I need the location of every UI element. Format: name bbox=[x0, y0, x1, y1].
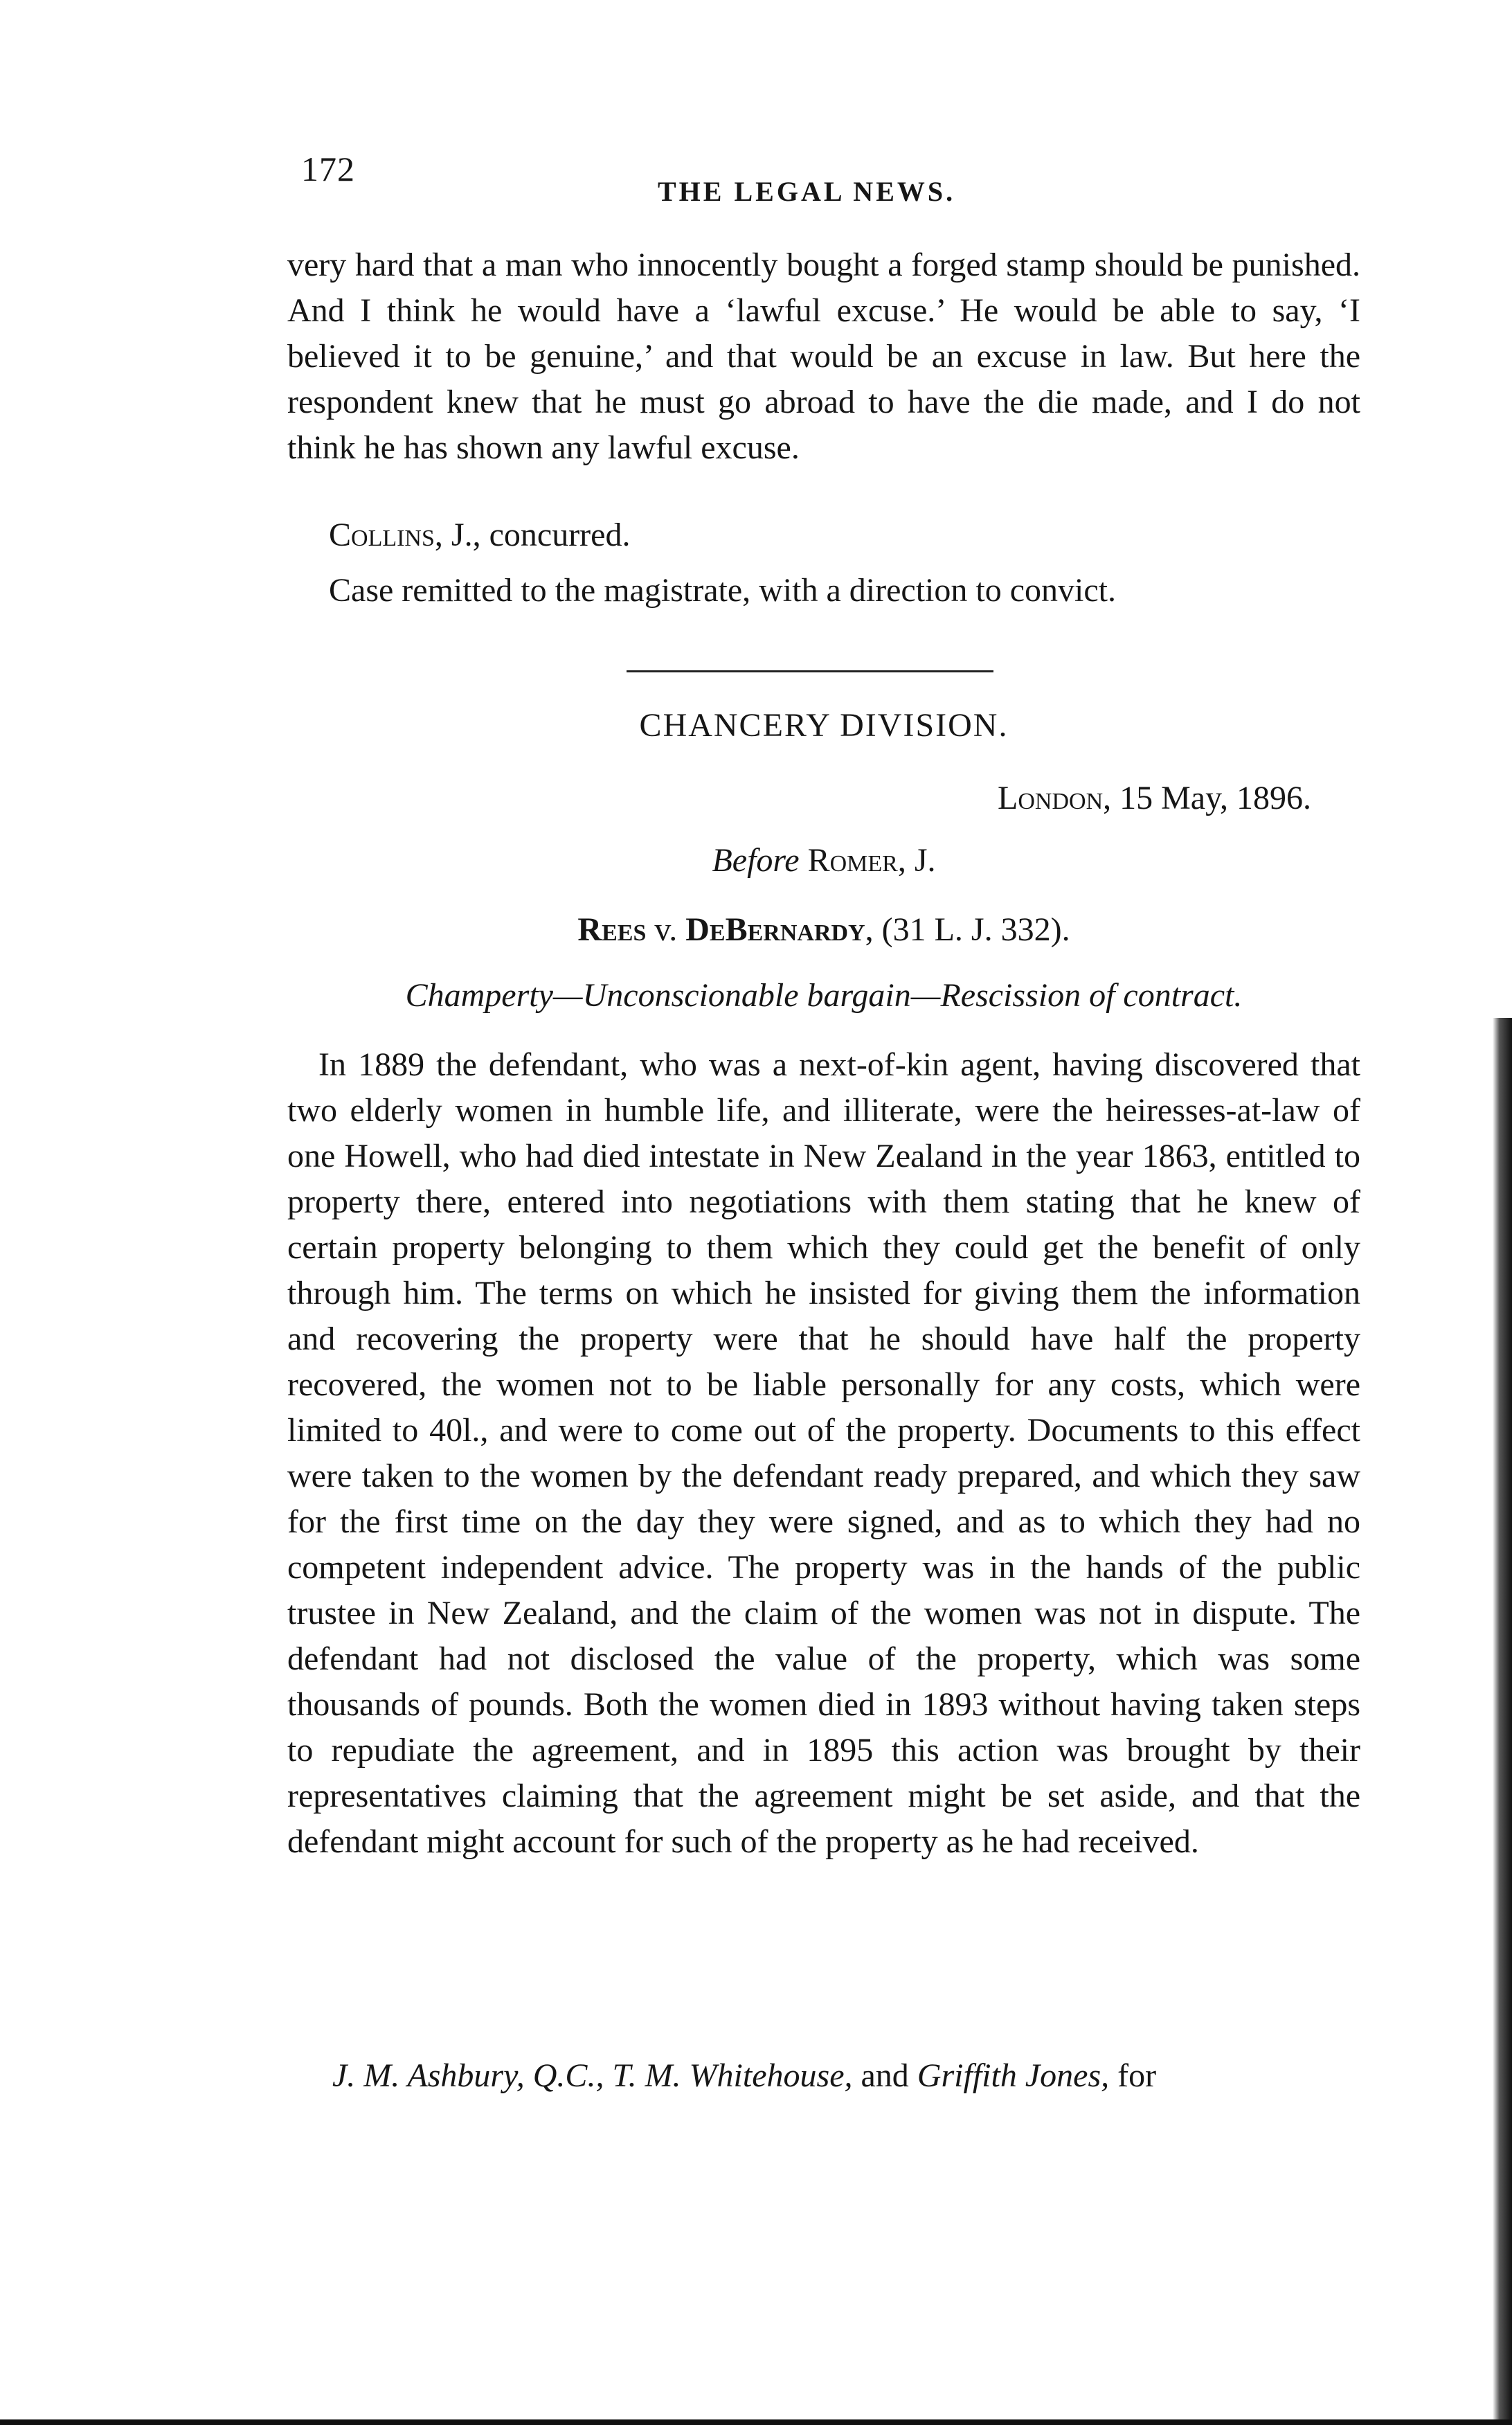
headnote: Champerty—Unconscionable bargain—Rescission of contract. bbox=[405, 977, 1243, 1014]
counsel-names-2: Griffith Jones, bbox=[917, 2057, 1110, 2094]
counsel-names-1: J. M. Ashbury, Q.C., T. M. Whitehouse, bbox=[332, 2057, 853, 2094]
case-title bbox=[287, 911, 1360, 949]
running-head: THE LEGAL NEWS. bbox=[658, 176, 956, 207]
page-header bbox=[301, 149, 1353, 207]
case-defendant: DeBernardy bbox=[685, 911, 865, 948]
case-plaintiff: Rees bbox=[577, 911, 647, 948]
before-word: Before bbox=[712, 842, 800, 879]
paragraph-disposition: Case remitted to the magistrate, with a direction to convict. bbox=[329, 572, 1116, 609]
section-divider bbox=[627, 670, 993, 672]
page-number: 172 bbox=[301, 150, 355, 188]
paragraph-judgment-end: very hard that a man who innocently bought a forged stamp should be punished. And I think he would have a ‘lawful excuse.’ He would be able to say, ‘I believed it to be genuine,’ and that would be an excuse in law. But here the respondent knew that he must go abroad to have the die made, and I do not think he has shown any lawful excuse. bbox=[287, 247, 1360, 466]
date: , 15 May, 1896. bbox=[1103, 780, 1311, 816]
scan-shadow-bottom bbox=[0, 2419, 1512, 2425]
place: London bbox=[998, 780, 1104, 816]
case-versus: v. bbox=[646, 911, 686, 948]
division-heading: CHANCERY DIVISION. bbox=[639, 707, 1009, 744]
counsel-for: for bbox=[1109, 2057, 1157, 2094]
before-judge bbox=[287, 841, 1360, 879]
presiding-judge: Romer bbox=[807, 842, 898, 879]
place-date bbox=[998, 779, 1311, 817]
counsel-and: and bbox=[852, 2057, 917, 2094]
judge-name: Collins bbox=[329, 517, 435, 553]
paragraph-facts: In 1889 the defendant, who was a next-of-kin agent, having discovered that two elderly women in humble life, and illiterate, were the heiresses-at-law of one Howell, who had died intestate in New Zealand in the year 1863, entitled to property there, entered into negotiations with them stating that he knew of certain property belonging to them which they could get the benefit of only through him. The terms on which he insisted for giving them the information and recovering the property were that he should have half the property recovered, the women not to be liable personally for any costs, which were limited to 40l., and were to come out of the property. Documents to this effect were taken to the women by the defendant ready prepared, and which they saw for the first time on the day they were signed, and as to which they had no competent independent advice. The property was in the hands of the public trustee in New Zealand, and the claim of the women was not in dispute. The defendant had not disclosed the value of the property, which was some thousands of pounds. Both the women died in 1893 without having taken steps to repudiate the agreement, and in 1895 this action was brought by their representatives claiming that the agreement might be set aside, and that the defendant might account for such of the property as he had received. bbox=[287, 1046, 1360, 1860]
concurrence-text: , J., concurred. bbox=[434, 517, 631, 553]
scan-shadow-right bbox=[1493, 1018, 1512, 2425]
paragraph-concurrence bbox=[329, 512, 1367, 558]
judge-suffix: , J. bbox=[897, 842, 936, 879]
paragraph-counsel bbox=[287, 2053, 1360, 2099]
case-citation: , (31 L. J. 332). bbox=[865, 911, 1070, 948]
